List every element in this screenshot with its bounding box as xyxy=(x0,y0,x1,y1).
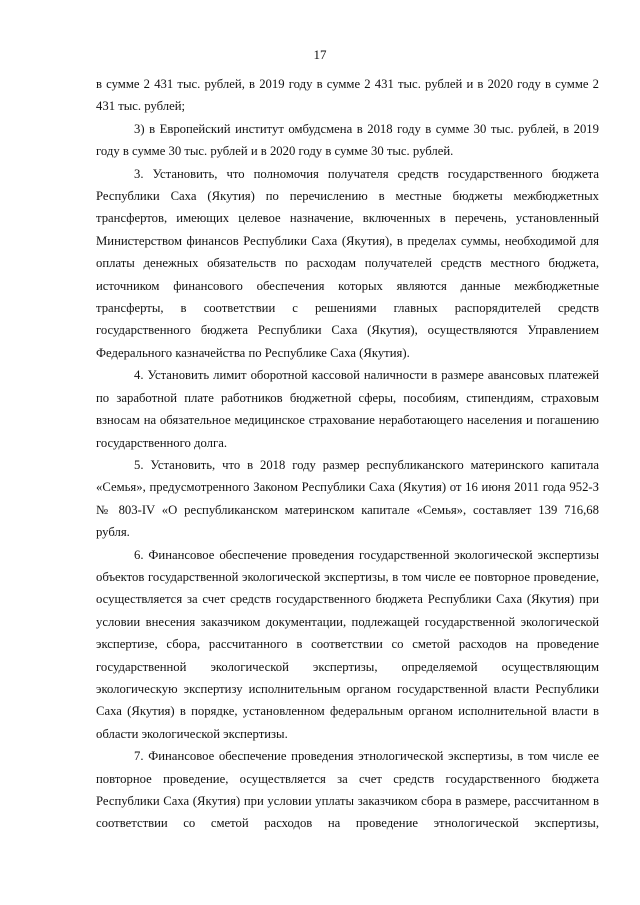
paragraph-6: 6. Финансовое обеспечение проведения государственной экологической экспертизы объектов государственной экологической экспертизы, в том числе ее повторное проведение, осуществляется за счет средств государственного бюджета Республики Саха (Якутия) при условии внесения заказчиком документации, подлежащей государственной экологической экспертизе, сбора, рассчитанного в соответствии со сметой расходов на проведение государственной экологической экспертизы, определяемой осуществляющим экологическую экспертизу исполнительным органом государственной власти Республики Саха (Якутия) в порядке, установленном федеральным органом исполнительной власти в области экологической экспертизы. xyxy=(96,547,599,741)
paragraph-4: 4. Установить лимит оборотной кассовой наличности в размере авансовых платежей по заработной плате работников бюджетной сферы, пособиям, стипендиям, страховым взносам на обязательное медицинское страхование неработающего населения и погашению государственного долга. xyxy=(96,368,599,450)
page-number: 17 xyxy=(313,47,327,62)
paragraph-7: 7. Финансовое обеспечение проведения этнологической экспертизы, в том числе ее повторное проведение, осуществляется за счет средств государственного бюджета Республики Саха (Якутия) при условии уплаты заказчиком сбора в размере, рассчитанном в соответствии со сметой расходов на проведение этнологической экспертизы, xyxy=(96,749,599,831)
paragraph-3: 3. Установить, что полномочия получателя средств государственного бюджета Республики Саха (Якутия) по перечислению в местные бюджеты межбюджетных трансфертов, имеющих целевое назначение, включенных в перечень, установленный Министерством финансов Республики Саха (Якутия), в пределах суммы, необходимой для оплаты денежных обязательств по расходам получателей средств местного бюджета, источником финансового обеспечения которых являются данные межбюджетные трансферты, в соответствии с решениями главных распорядителей средств государственного бюджета Республики Саха (Якутия), осуществляются Управлением Федерального казначейства по Республике Саха (Якутия). xyxy=(96,166,599,360)
paragraph-continuation: в сумме 2 431 тыс. рублей, в 2019 году в сумме 2 431 тыс. рублей и в 2020 году в сумме 2 431 тыс. рублей; xyxy=(96,77,599,114)
document-body xyxy=(96,73,599,835)
paragraph-item-3-subpoint: 3) в Европейский институт омбудсмена в 2018 году в сумме 30 тыс. рублей, в 2019 году в сумме 30 тыс. рублей и в 2020 году в сумме 30 тыс. рублей. xyxy=(96,121,599,159)
paragraph-5: 5. Установить, что в 2018 году размер республиканского материнского капитала «Семья», предусмотренного Законом Республики Саха (Якутия) от 16 июня 2011 года 952-З № 803-IV «О республиканском материнском капитале «Семья», составляет 139 716,68 рубля. xyxy=(96,457,599,540)
